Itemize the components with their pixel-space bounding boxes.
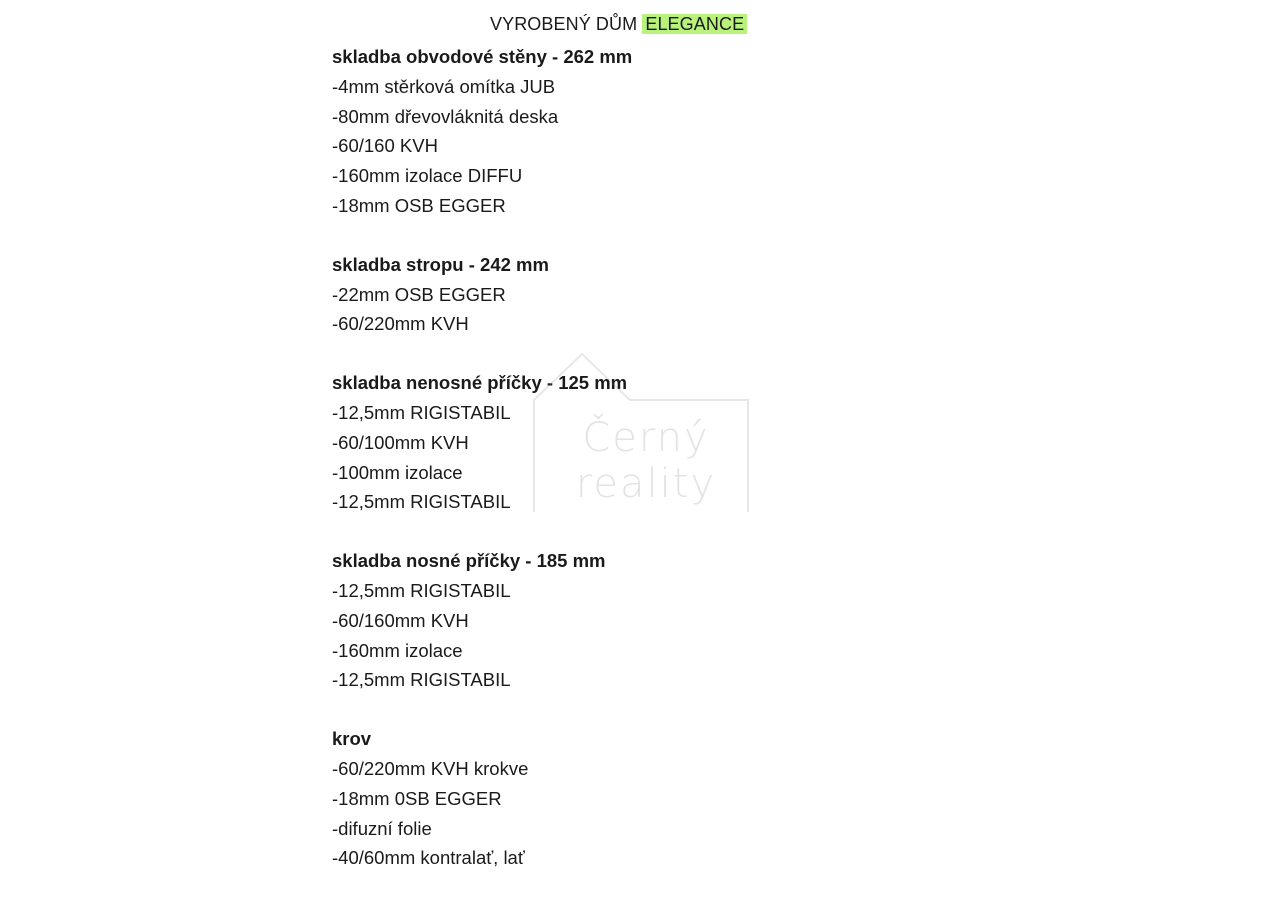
title-prefix: VYROBENÝ DŮM bbox=[490, 14, 638, 34]
document-title bbox=[490, 11, 747, 37]
section-wall bbox=[332, 42, 852, 221]
section-heading: skladba stropu - 242 mm bbox=[332, 253, 549, 275]
list-item: -18mm 0SB EGGER bbox=[332, 787, 502, 809]
list-item: -160mm izolace bbox=[332, 639, 463, 661]
watermark-line-2: reality bbox=[575, 461, 717, 507]
list-item: -22mm OSB EGGER bbox=[332, 283, 506, 305]
section-nonbearing-partition bbox=[332, 368, 852, 517]
section-heading: skladba nosné příčky - 185 mm bbox=[332, 550, 606, 572]
section-roof bbox=[332, 724, 852, 873]
list-item: -difuzní folie bbox=[332, 817, 432, 839]
list-item: -60/160 KVH bbox=[332, 135, 438, 157]
section-bearing-partition bbox=[332, 546, 852, 695]
section-heading: krov bbox=[332, 728, 372, 750]
list-item: -40/60mm kontralať, lať bbox=[332, 847, 525, 869]
list-item: -12,5mm RIGISTABIL bbox=[332, 579, 511, 601]
list-item: -12,5mm RIGISTABIL bbox=[332, 401, 511, 423]
list-item: -18mm OSB EGGER bbox=[332, 194, 506, 216]
list-item: -60/160mm KVH bbox=[332, 609, 469, 631]
list-item: -12,5mm RIGISTABIL bbox=[332, 669, 511, 691]
section-ceiling bbox=[332, 250, 852, 339]
document-body bbox=[332, 42, 852, 902]
list-item: -60/220mm KVH bbox=[332, 313, 469, 335]
section-heading: skladba obvodové stěny - 262 mm bbox=[332, 46, 633, 67]
list-item: -4mm stěrková omítka JUB bbox=[332, 75, 556, 97]
list-item: -160mm izolace DIFFU bbox=[332, 165, 523, 187]
watermark-line-1: Černý bbox=[582, 415, 710, 461]
list-item: -12,5mm RIGISTABIL bbox=[332, 491, 511, 513]
list-item: -60/100mm KVH bbox=[332, 431, 469, 453]
title-highlight: ELEGANCE bbox=[642, 14, 747, 34]
list-item: -100mm izolace bbox=[332, 461, 463, 483]
section-heading: skladba nenosné příčky - 125 mm bbox=[332, 372, 628, 394]
list-item: -80mm dřevovláknitá deska bbox=[332, 105, 559, 127]
list-item: -60/220mm KVH krokve bbox=[332, 757, 529, 779]
